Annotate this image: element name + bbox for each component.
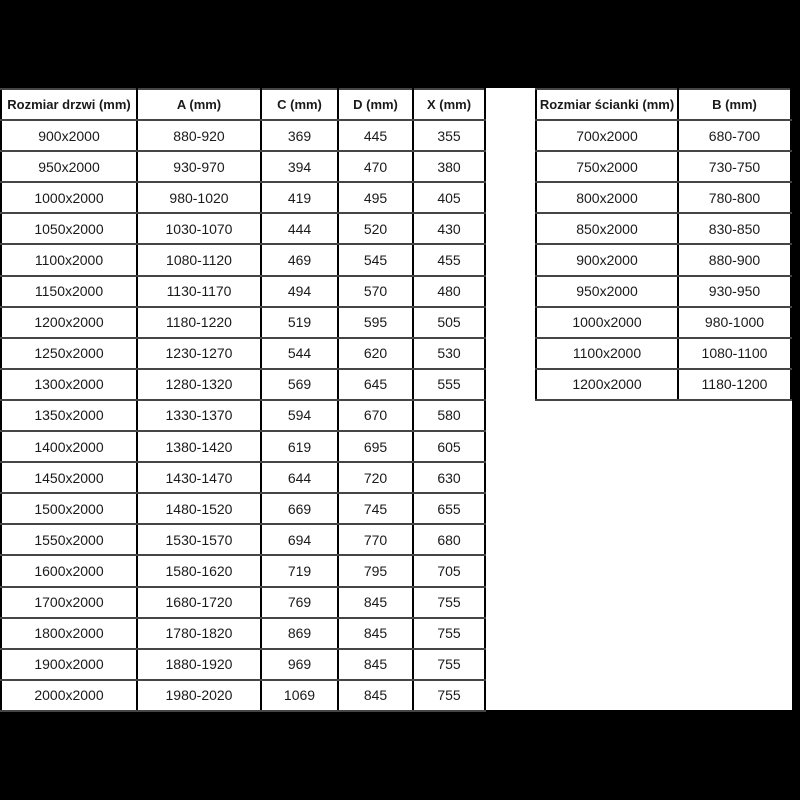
table-cell: 394 [261,151,338,182]
table-cell: 620 [338,338,413,369]
table-cell: 1900x2000 [1,649,137,680]
table-cell: 1200x2000 [1,307,137,338]
table-cell: 544 [261,338,338,369]
table-cell: 880-920 [137,120,261,151]
table-cell: 705 [413,555,485,586]
table-cell: 770 [338,524,413,555]
table-cell: 520 [338,213,413,244]
table-row [536,369,791,400]
table-cell: 1380-1420 [137,431,261,462]
table-cell: 469 [261,244,338,275]
table-row [1,120,485,151]
table-cell: 769 [261,587,338,618]
table-row [1,151,485,182]
table-cell: 555 [413,369,485,400]
table-cell: 1330-1370 [137,400,261,431]
table-row [536,276,791,307]
table-cell: 1680-1720 [137,587,261,618]
table-cell: 845 [338,618,413,649]
table-row [1,307,485,338]
table-cell: 669 [261,493,338,524]
table-cell: 444 [261,213,338,244]
table-cell: 430 [413,213,485,244]
table-cell: 455 [413,244,485,275]
table-cell: 445 [338,120,413,151]
table-cell: 480 [413,276,485,307]
table-cell: 1030-1070 [137,213,261,244]
table-cell: 619 [261,431,338,462]
table-cell: 720 [338,462,413,493]
table-cell: 519 [261,307,338,338]
table-cell: 1500x2000 [1,493,137,524]
table-cell: 900x2000 [536,244,678,275]
door-sizes-table-body [1,120,485,711]
table-cell: 755 [413,649,485,680]
door-sizes-table [0,88,486,712]
table-row [1,276,485,307]
table-cell: 1800x2000 [1,618,137,649]
table-cell: 950x2000 [536,276,678,307]
table-row [1,431,485,462]
table-cell: 1000x2000 [1,182,137,213]
table-cell: 980-1000 [678,307,791,338]
table-cell: 1580-1620 [137,555,261,586]
table-cell: 1880-1920 [137,649,261,680]
table-cell: 1100x2000 [536,338,678,369]
table-cell: 680 [413,524,485,555]
table-cell: 655 [413,493,485,524]
table-cell: 1280-1320 [137,369,261,400]
table-row [1,649,485,680]
table-row [536,151,791,182]
table-cell: 1550x2000 [1,524,137,555]
table-cell: 419 [261,182,338,213]
column-header: X (mm) [413,89,485,120]
table-cell: 1480-1520 [137,493,261,524]
table-cell: 594 [261,400,338,431]
column-header: Rozmiar ścianki (mm) [536,89,678,120]
table-cell: 795 [338,555,413,586]
table-cell: 1300x2000 [1,369,137,400]
table-cell: 1230-1270 [137,338,261,369]
table-cell: 750x2000 [536,151,678,182]
table-cell: 1430-1470 [137,462,261,493]
table-row [536,213,791,244]
table-cell: 505 [413,307,485,338]
table-cell: 1350x2000 [1,400,137,431]
wall-sizes-table-head [536,89,791,120]
table-cell: 644 [261,462,338,493]
table-row [1,524,485,555]
table-row [536,338,791,369]
table-cell: 580 [413,400,485,431]
spec-sheet [0,88,792,710]
header-row [1,89,485,120]
table-cell: 969 [261,649,338,680]
table-cell: 1150x2000 [1,276,137,307]
table-cell: 1200x2000 [536,369,678,400]
table-cell: 694 [261,524,338,555]
table-cell: 380 [413,151,485,182]
wall-sizes-table-body [536,120,791,400]
table-row [1,462,485,493]
table-cell: 700x2000 [536,120,678,151]
table-cell: 1700x2000 [1,587,137,618]
table-cell: 845 [338,680,413,711]
table-cell: 1100x2000 [1,244,137,275]
table-cell: 755 [413,680,485,711]
column-header: Rozmiar drzwi (mm) [1,89,137,120]
table-cell: 1069 [261,680,338,711]
table-cell: 1000x2000 [536,307,678,338]
table-row [1,493,485,524]
table-cell: 405 [413,182,485,213]
table-cell: 595 [338,307,413,338]
column-header: C (mm) [261,89,338,120]
table-cell: 1400x2000 [1,431,137,462]
table-cell: 670 [338,400,413,431]
table-cell: 755 [413,587,485,618]
table-cell: 980-1020 [137,182,261,213]
table-cell: 845 [338,587,413,618]
table-cell: 1130-1170 [137,276,261,307]
table-row [536,182,791,213]
door-sizes-table-head [1,89,485,120]
table-row [1,555,485,586]
table-cell: 1080-1120 [137,244,261,275]
table-cell: 745 [338,493,413,524]
table-cell: 2000x2000 [1,680,137,711]
table-cell: 880-900 [678,244,791,275]
table-cell: 530 [413,338,485,369]
table-cell: 1080-1100 [678,338,791,369]
table-cell: 605 [413,431,485,462]
table-row [1,369,485,400]
table-cell: 1980-2020 [137,680,261,711]
table-cell: 695 [338,431,413,462]
table-row [1,213,485,244]
table-row [1,400,485,431]
table-cell: 645 [338,369,413,400]
table-row [1,338,485,369]
column-header: B (mm) [678,89,791,120]
table-cell: 630 [413,462,485,493]
wall-sizes-table [535,88,792,401]
table-cell: 730-750 [678,151,791,182]
table-row [1,244,485,275]
table-cell: 845 [338,649,413,680]
table-row [1,680,485,711]
table-cell: 869 [261,618,338,649]
table-cell: 1180-1220 [137,307,261,338]
table-row [1,618,485,649]
table-row [536,307,791,338]
column-header: D (mm) [338,89,413,120]
table-row [536,120,791,151]
table-cell: 1250x2000 [1,338,137,369]
table-cell: 369 [261,120,338,151]
table-cell: 569 [261,369,338,400]
table-cell: 470 [338,151,413,182]
table-row [1,182,485,213]
table-cell: 1050x2000 [1,213,137,244]
table-cell: 850x2000 [536,213,678,244]
table-cell: 355 [413,120,485,151]
header-row [536,89,791,120]
table-cell: 1600x2000 [1,555,137,586]
table-cell: 1780-1820 [137,618,261,649]
table-row [1,587,485,618]
table-cell: 900x2000 [1,120,137,151]
table-cell: 780-800 [678,182,791,213]
table-cell: 930-970 [137,151,261,182]
table-cell: 1530-1570 [137,524,261,555]
table-row [536,244,791,275]
table-cell: 495 [338,182,413,213]
table-cell: 950x2000 [1,151,137,182]
table-cell: 930-950 [678,276,791,307]
table-cell: 830-850 [678,213,791,244]
table-cell: 800x2000 [536,182,678,213]
table-cell: 1450x2000 [1,462,137,493]
table-cell: 1180-1200 [678,369,791,400]
column-header: A (mm) [137,89,261,120]
table-cell: 719 [261,555,338,586]
table-cell: 494 [261,276,338,307]
table-cell: 570 [338,276,413,307]
table-cell: 545 [338,244,413,275]
table-cell: 680-700 [678,120,791,151]
table-cell: 755 [413,618,485,649]
